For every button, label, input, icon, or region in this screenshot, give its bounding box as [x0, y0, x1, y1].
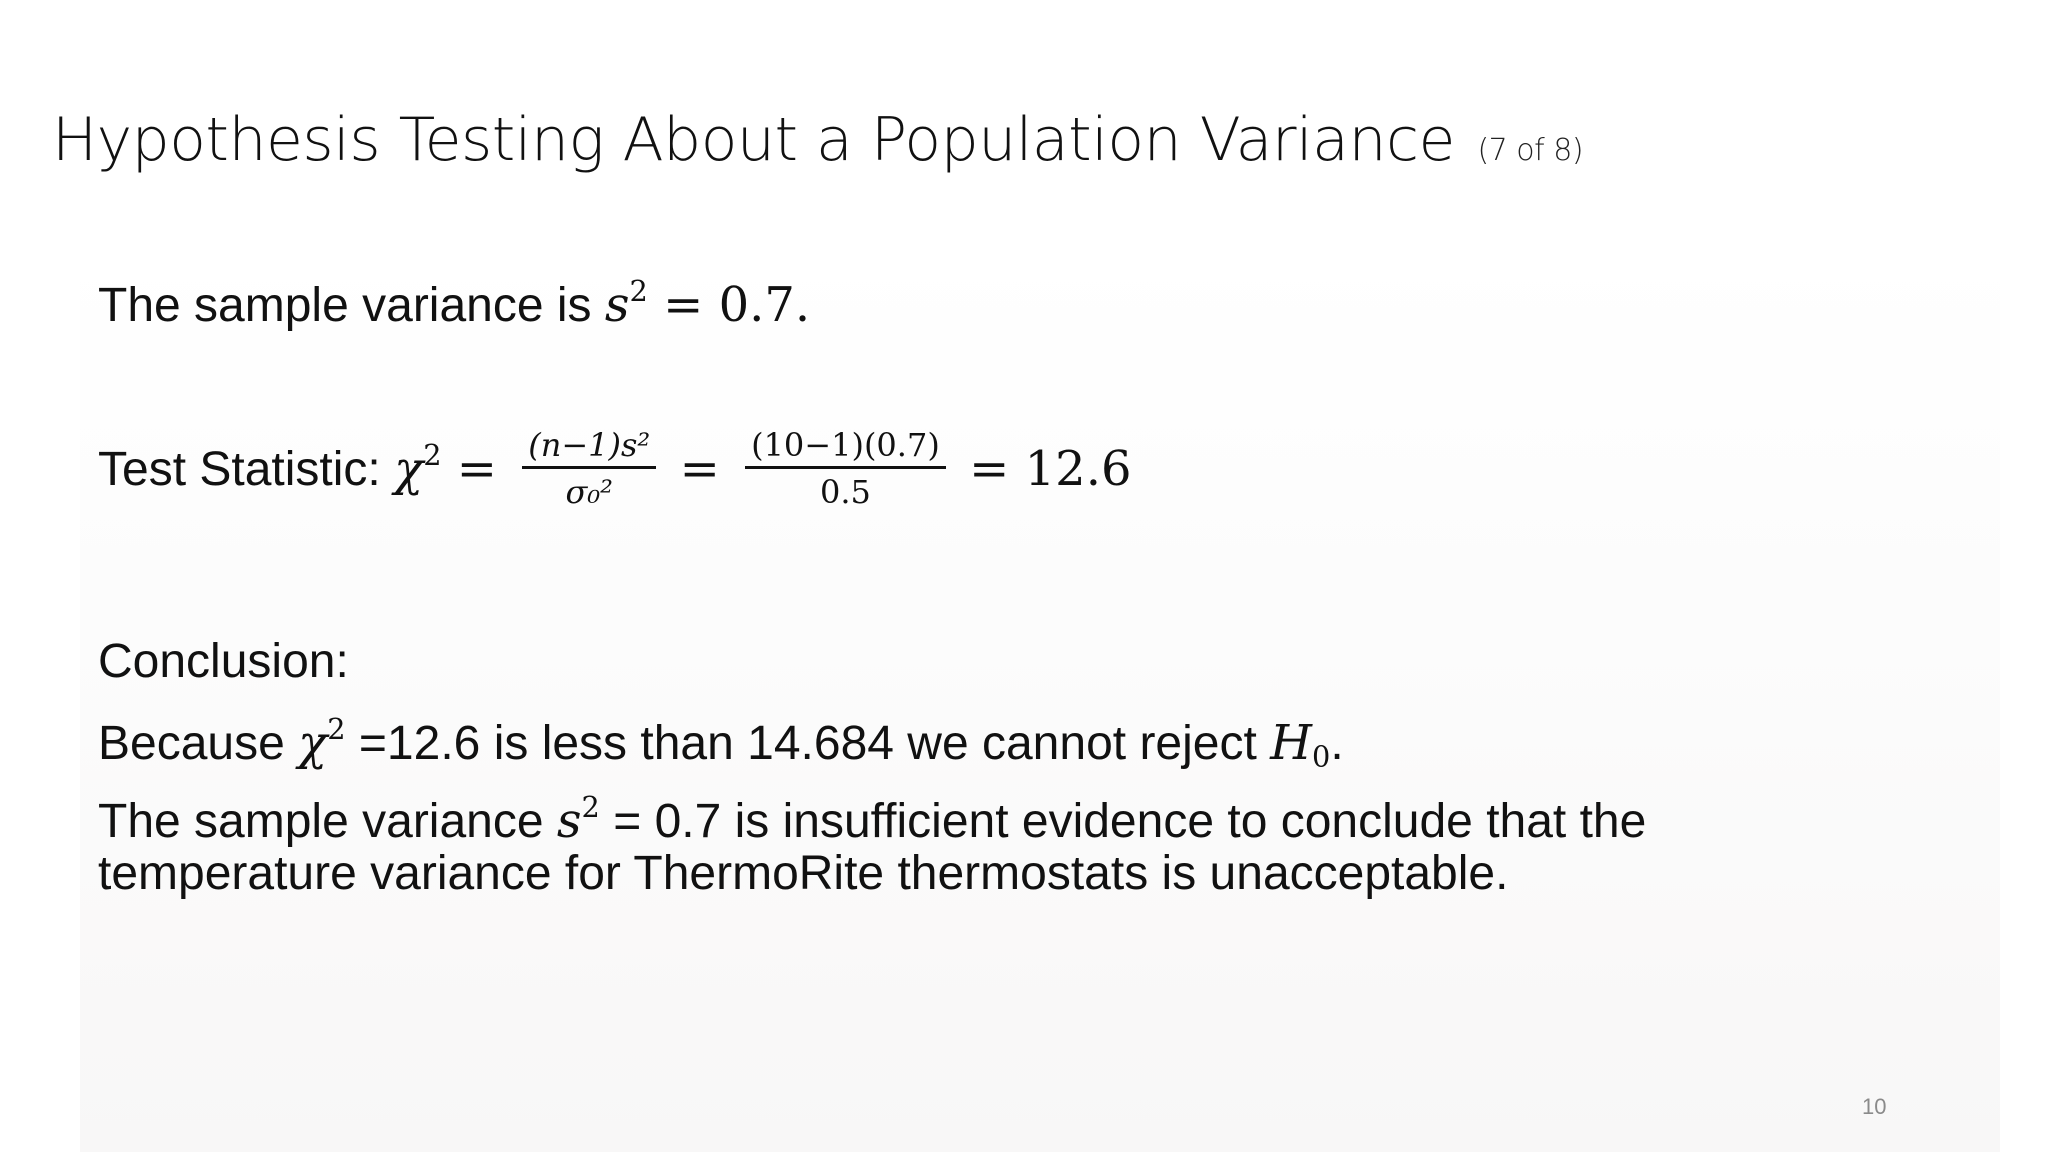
chi-symbol: χ: [394, 441, 424, 498]
insufficient-pre: The sample variance: [98, 795, 557, 849]
s-exponent-2: 2: [581, 790, 600, 824]
because-pre: Because: [98, 717, 299, 771]
equals-sign-1: =: [441, 441, 513, 498]
test-statistic-result: = 12.6: [969, 441, 1132, 498]
temperature-variance-line: temperature variance for ThermoRite thermostats is unacceptable.: [98, 847, 1509, 900]
substituted-fraction: [745, 424, 946, 513]
h-symbol: H: [1270, 715, 1313, 772]
insufficient-evidence-line: [98, 790, 1646, 849]
because-mid: =12.6 is less than 14.684 we cannot reject: [345, 717, 1271, 771]
s-variable: s: [604, 277, 630, 334]
page-number: 10: [1862, 1094, 1887, 1119]
title-text: Hypothesis Testing About a Population Variance: [52, 105, 1455, 175]
h-subscript: 0: [1312, 739, 1331, 774]
chi-symbol-2: χ: [298, 715, 328, 772]
s-variable-2: s: [556, 793, 582, 850]
chi-exponent-2: 2: [327, 712, 346, 746]
formula-numerator: (n−1)s²: [522, 424, 656, 469]
conclusion-heading: Conclusion:: [98, 635, 349, 688]
s-exponent: 2: [629, 274, 648, 308]
insufficient-post: = 0.7 is insufficient evidence to conclude that the: [599, 795, 1647, 849]
title-subtitle: (7 of 8): [1477, 133, 1584, 168]
test-statistic-line: [98, 428, 1132, 517]
formula-denominator: σ₀²: [565, 473, 613, 511]
slide-title: [52, 100, 1583, 191]
sample-variance-text: The sample variance is: [98, 279, 605, 333]
substituted-denominator: 0.5: [819, 473, 871, 511]
test-statistic-label: Test Statistic:: [98, 443, 395, 497]
sample-variance-line: [98, 274, 810, 333]
content-image: [80, 248, 2000, 1152]
equals-sign-2: =: [679, 441, 736, 498]
substituted-numerator: (10−1)(0.7): [745, 424, 946, 469]
because-line: [98, 712, 1344, 773]
because-post: .: [1330, 717, 1344, 771]
formula-fraction: [522, 424, 656, 513]
chi-exponent: 2: [423, 438, 442, 473]
sample-variance-value: = 0.7.: [647, 277, 811, 334]
